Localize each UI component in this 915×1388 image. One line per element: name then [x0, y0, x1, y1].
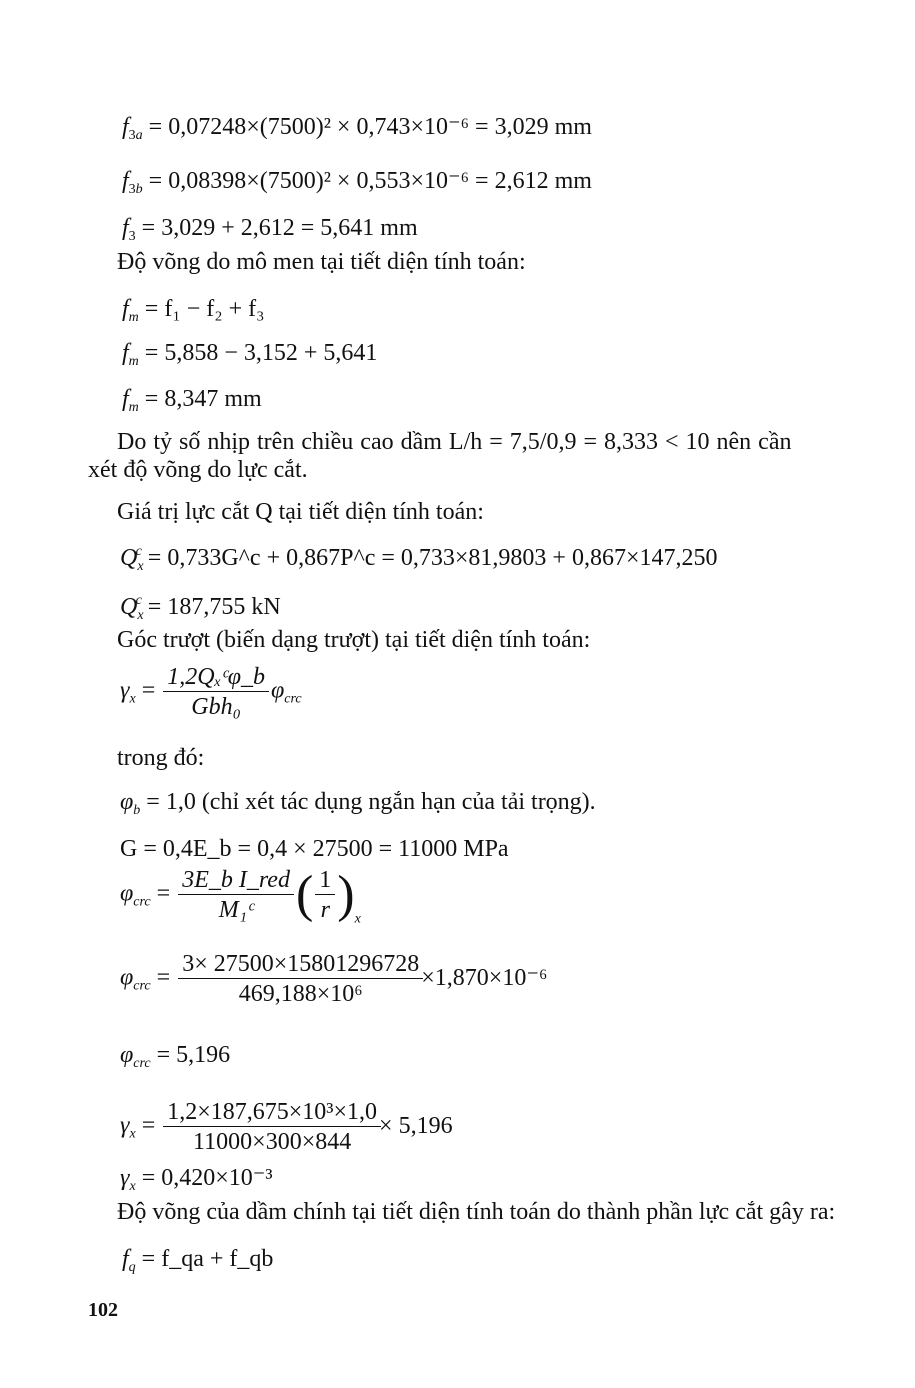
- equation-fm-values-rhs: = 5,858 − 3,152 + 5,641: [144, 340, 378, 366]
- equation-fm-sum-rhs: = f₁ − f₂ + f₃: [144, 296, 265, 322]
- equation-fm-values: $f_m = 5,858 - 3,152 + 5,641$: [122, 340, 378, 369]
- page-number: 102: [88, 1299, 118, 1321]
- equation-qx: $Q_x^c$ = 0,733G^c + 0,867P^c = 0,733×81,9803 + 0,867×147,250: [120, 544, 718, 574]
- fraction-phi-crc-numeric-numerator: 3× 27500×15801296728: [178, 952, 423, 979]
- fraction-phi-crc-numerator: 3E_b I_red: [178, 868, 294, 895]
- equation-phi-crc-numeric: $\varphi_{crc}$ = $\frac{3\times 27500\times 15801296728}{\text{469,188×10⁶}}$ ×1,870×10⁻⁶: [120, 951, 548, 1007]
- fraction-phi-crc-numeric-denominator: 469,188×10⁶: [238, 981, 363, 1007]
- paragraph-span-depth-ratio-cont: xét độ võng do lực cắt.: [88, 457, 308, 483]
- text-moment-deflection: Độ võng do mô men tại tiết diện tính toán:: [117, 249, 526, 275]
- equation-gamma-x-numeric: $\gamma_x$ = $\frac{\text{1,2×187,675×10³×1,0}}{11000\times 300\times 844}$ × 5,196: [120, 1099, 453, 1155]
- equation-gamma-x-result: $\gamma_x = 0,420\times 10^{-3}$: [120, 1165, 273, 1194]
- equation-gamma-x-result-rhs: = 0,420×10⁻³: [141, 1165, 273, 1191]
- text-where: trong đó:: [117, 745, 205, 771]
- fraction-gamma-numerator: 1,2Qₓᶜφ_b: [163, 665, 269, 692]
- equation-fq: $f_q$ = f_qa + f_qb: [122, 1246, 274, 1275]
- equation-fq-rhs: = f_qa + f_qb: [141, 1246, 274, 1272]
- equation-f3b-rhs: = 0,08398×(7500)² × 0,553×10⁻⁶ = 2,612 mm: [148, 168, 592, 194]
- equation-gamma-x-numeric-tail: × 5,196: [379, 1112, 453, 1139]
- equation-gamma-x-formula: $\gamma_x$ = $\frac{\text{1,2Qₓᶜφ\_b}}{\text{Gbh₀}}$ $\varphi_{crc}$: [120, 664, 302, 720]
- fraction-gamma-denominator: Gbh₀: [191, 694, 241, 720]
- equation-fm-result-rhs: = 8,347 mm: [144, 386, 262, 412]
- equation-f3-rhs: = 3,029 + 2,612 = 5,641 mm: [141, 215, 418, 241]
- fraction-gamma-x-numeric-denominator: 11000×300×844: [193, 1129, 352, 1155]
- text-shear-angle: Góc trượt (biến dạng trượt) tại tiết diện tính toán:: [117, 627, 591, 653]
- fraction-gamma: [163, 665, 269, 719]
- equation-qx-rhs: = 0,733G^c + 0,867P^c = 0,733×81,9803 + 0,867×147,250: [147, 545, 718, 571]
- equation-phi-crc-result-rhs: = 5,196: [156, 1042, 231, 1068]
- equation-phi-crc-numeric-tail: ×1,870×10⁻⁶: [421, 964, 548, 991]
- equation-shear-modulus: G = 0,4E_b = 0,4 × 27500 = 11000 MPa: [120, 836, 509, 862]
- equation-phi-crc-result: $\varphi_{crc} = 5,196$: [120, 1042, 231, 1071]
- equation-qx-result: $Q_x^c = 187,755$ kN: [120, 593, 281, 623]
- equation-f3a: $f_{3a} = 0,07248\times(7500)^2 \times 0,743\times 10^{-6} = 3,029$ mm: [122, 114, 592, 143]
- equation-f3: $f_3 = 3,029 + 2,612 = 5,641$ mm: [122, 215, 418, 244]
- equation-fm-result: $f_m = 8,347$ mm: [122, 386, 262, 415]
- fraction-phi-crc-denominator: M₁ᶜ: [218, 897, 254, 923]
- fraction-phi-crc-numeric: [178, 952, 423, 1006]
- fraction-gamma-x-numeric: [163, 1100, 381, 1154]
- fraction-gamma-x-numeric-numerator: 1,2×187,675×10³×1,0: [163, 1100, 381, 1127]
- equation-fm-sum: $f_m = f_1 - f_2 + f_3$: [122, 296, 265, 325]
- equation-qx-result-rhs: = 187,755 kN: [147, 594, 281, 620]
- right-paren: ): [337, 866, 355, 923]
- text-shear-value: Giá trị lực cắt Q tại tiết diện tính toán:: [117, 499, 484, 525]
- equation-f3b: $f_{3b} = 0,08398\times(7500)^2 \times 0,553\times 10^{-6} = 2,612$ mm: [122, 168, 592, 197]
- equation-phi-crc-formula: $\varphi_{crc}$ = $\frac{\text{3E\_b I\_red}}{\text{M₁ᶜ}}$ ( $\frac{1}{r}$ )$_x$: [120, 866, 361, 927]
- fraction-curvature: $\frac{1}{r}$: [315, 868, 335, 922]
- equation-f3a-rhs: = 0,07248×(7500)² × 0,743×10⁻⁶ = 3,029 mm: [148, 114, 592, 140]
- fraction-phi-crc: [178, 868, 294, 922]
- text-deflection-shear: Độ võng của dầm chính tại tiết diện tính toán do thành phần lực cắt gây ra:: [117, 1199, 836, 1225]
- paragraph-span-depth-ratio: Do tỷ số nhịp trên chiều cao dầm L/h = 7,5/0,9 = 8,333 < 10 nên cần: [117, 429, 792, 455]
- left-paren: (: [295, 866, 314, 923]
- equation-phi-b: $\varphi_b = 1,0$ (chỉ xét tác dụng ngắn hạn của tải trọng).: [120, 789, 596, 818]
- equation-phi-b-rhs: = 1,0 (chỉ xét tác dụng ngắn hạn của tải trọng).: [146, 789, 596, 815]
